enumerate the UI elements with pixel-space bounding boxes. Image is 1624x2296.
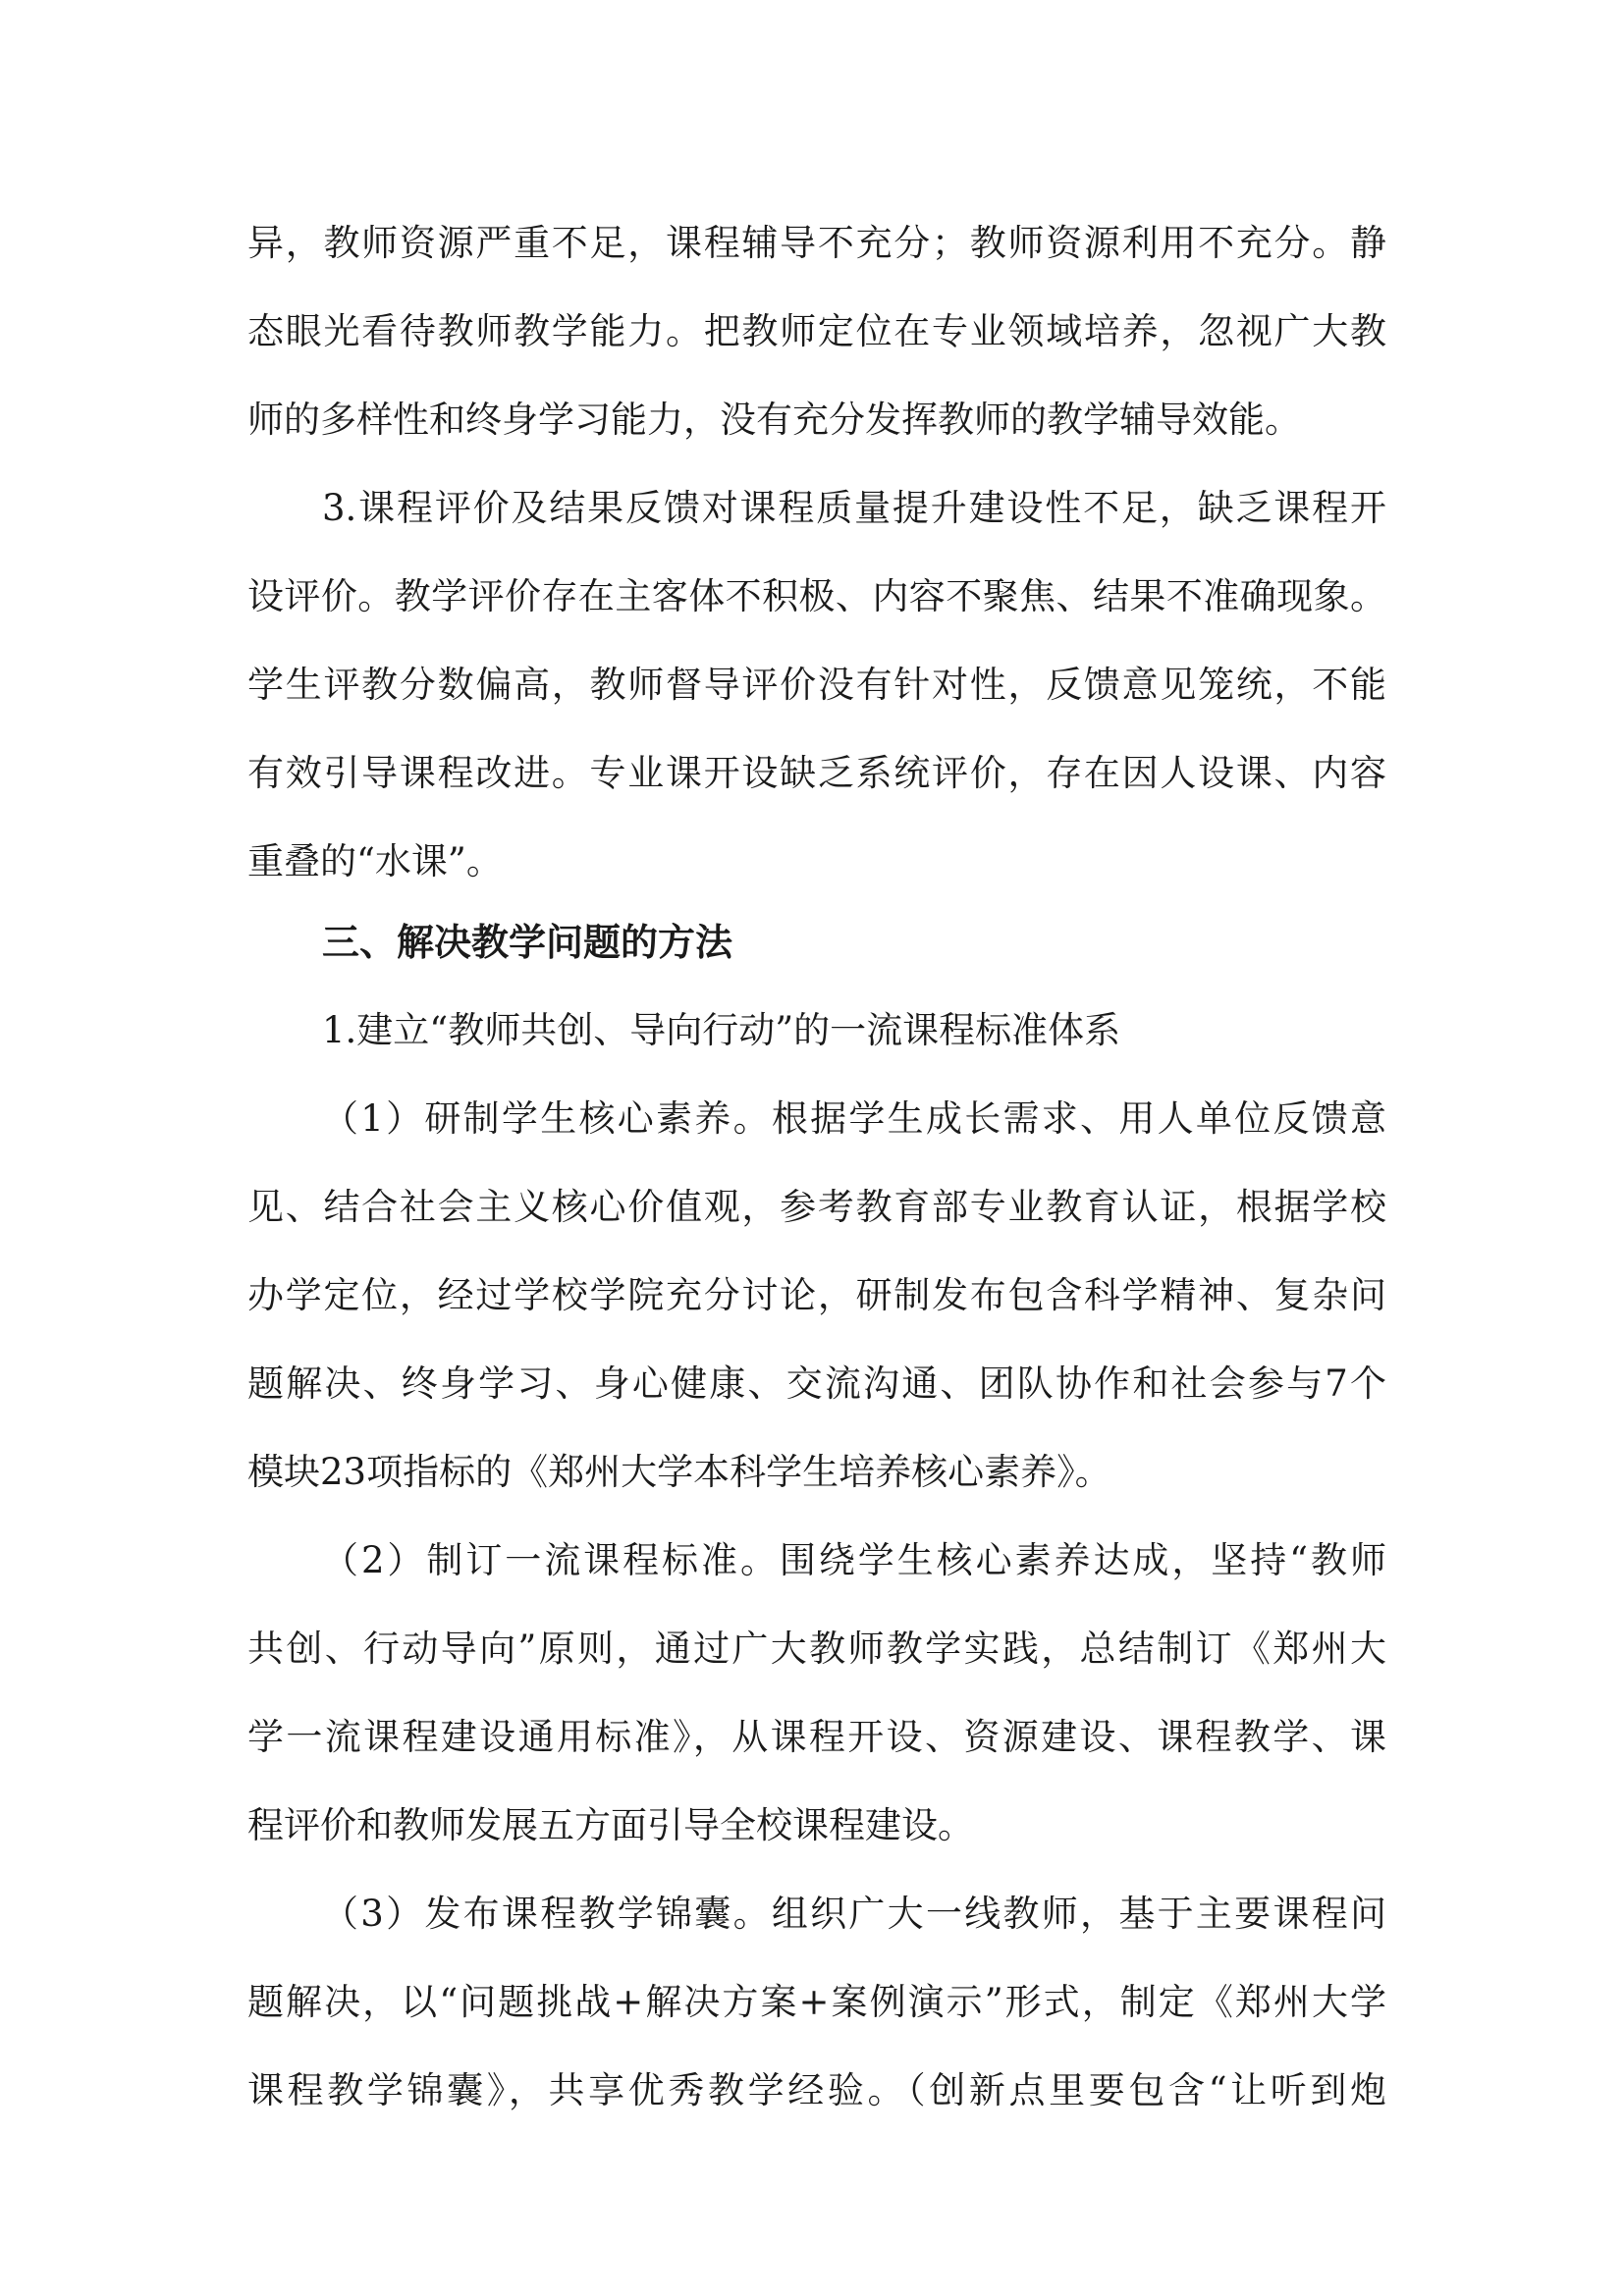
body-line-3: 师的多样性和终身学习能力，没有充分发挥教师的教学辅导效能。: [247, 399, 1301, 441]
body-line-6: 学生评教分数偏高，教师督导评价没有针对性，反馈意见笼统，不能: [247, 664, 1386, 706]
body-line-16: （2）制订一流课程标准。围绕学生核心素养达成，坚持“教师: [322, 1539, 1386, 1581]
body-line-4: 3.课程评价及结果反馈对课程质量提升建设性不足，缺乏课程开: [322, 487, 1386, 529]
body-line-18: 学一流课程建设通用标准》，从课程开设、资源建设、课程教学、课: [247, 1716, 1386, 1758]
body-line-14: 题解决、终身学习、身心健康、交流沟通、团队协作和社会参与7个: [247, 1362, 1386, 1405]
body-line-13: 办学定位，经过学校学院充分讨论，研制发布包含科学精神、复杂问: [247, 1274, 1386, 1316]
body-line-11: （1）研制学生核心素养。根据学生成长需求、用人单位反馈意: [322, 1097, 1386, 1140]
body-line-12: 见、结合社会主义核心价值观，参考教育部专业教育认证，根据学校: [247, 1186, 1386, 1228]
body-line-7: 有效引导课程改进。专业课开设缺乏系统评价，存在因人设课、内容: [247, 752, 1386, 794]
body-line-5: 设评价。教学评价存在主客体不积极、内容不聚焦、结果不准确现象。: [247, 575, 1386, 617]
body-line-22: 课程教学锦囊》，共享优秀教学经验。（创新点里要包含“让听到炮: [247, 2069, 1386, 2111]
body-line-15: 模块23项指标的《郑州大学本科学生培养核心素养》。: [247, 1451, 1111, 1493]
body-line-20: （3）发布课程教学锦囊。组织广大一线教师，基于主要课程问: [322, 1893, 1386, 1935]
body-line-17: 共创、行动导向”原则，通过广大教师教学实践，总结制订《郑州大: [247, 1628, 1386, 1670]
body-line-21: 题解决，以“问题挑战+解决方案+案例演示”形式，制定《郑州大学: [247, 1981, 1386, 2023]
body-line-19: 程评价和教师发展五方面引导全校课程建设。: [247, 1804, 974, 1846]
subsection-heading: 1.建立“教师共创、导向行动”的一流课程标准体系: [322, 1009, 1121, 1051]
body-line-2: 态眼光看待教师教学能力。把教师定位在专业领域培养，忽视广大教: [247, 310, 1386, 352]
body-line-8: 重叠的“水课”。: [247, 840, 503, 882]
section-heading: 三、解决教学问题的方法: [322, 921, 733, 964]
body-line-1: 异，教师资源严重不足，课程辅导不充分；教师资源利用不充分。静: [247, 222, 1386, 264]
